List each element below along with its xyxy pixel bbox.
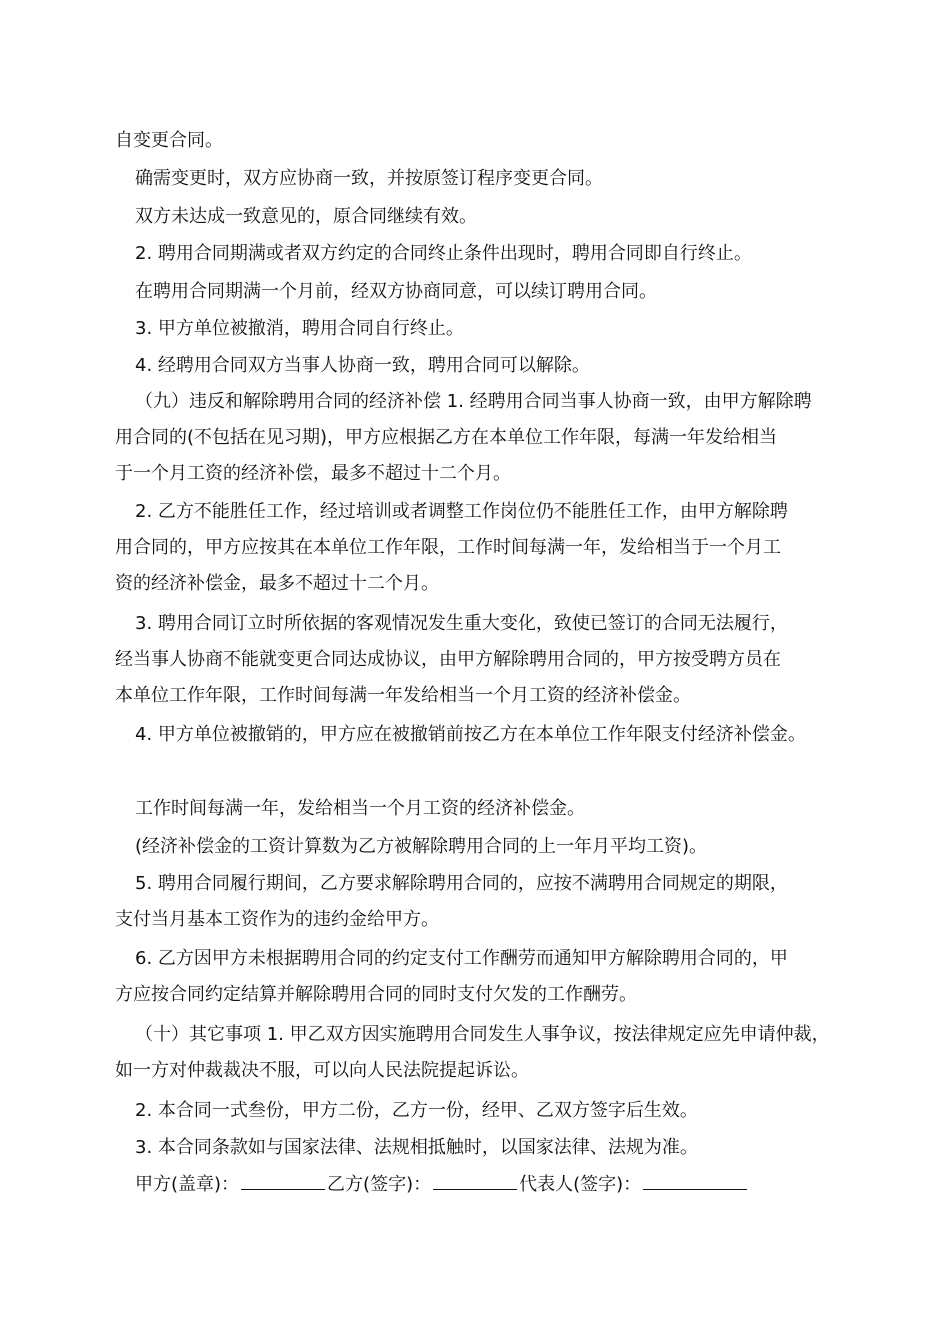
text-line: （九）违反和解除聘用合同的经济补偿 1. 经聘用合同当事人协商一致，由甲方解除聘 <box>135 391 812 412</box>
text-line: 3. 甲方单位被撤消，聘用合同自行终止。 <box>135 318 464 339</box>
clause-paragraph <box>115 606 845 714</box>
representative-blank[interactable] <box>643 1167 747 1190</box>
text-line: 工作时间每满一年，发给相当一个月工资的经济补偿金。 <box>135 798 585 819</box>
text-line: 用合同的(不包括在见习期)，甲方应根据乙方在本单位工作年限，每满一年发给相当 <box>115 427 778 448</box>
text-line: 5. 聘用合同履行期间，乙方要求解除聘用合同的，应按不满聘用合同规定的期限， <box>135 873 788 894</box>
clause-paragraph <box>115 866 845 938</box>
text-line: 6. 乙方因甲方未根据聘用合同的约定支付工作酬劳而通知甲方解除聘用合同的，甲 <box>135 948 788 969</box>
text-line: 经当事人协商不能就变更合同达成协议，由甲方解除聘用合同的，甲方按受聘方员在 <box>115 649 781 670</box>
text-line: 方应按合同约定结算并解除聘用合同的同时支付欠发的工作酬劳。 <box>115 984 637 1005</box>
signature-line <box>135 1167 749 1203</box>
text-line: 3. 聘用合同订立时所依据的客观情况发生重大变化，致使已签订的合同无法履行， <box>135 613 788 634</box>
text-line: 本单位工作年限，工作时间每满一年发给相当一个月工资的经济补偿金。 <box>115 685 691 706</box>
text-line: 4. 甲方单位被撤销的，甲方应在被撤销前按乙方在本单位工作年限支付经济补偿金。 <box>135 724 806 745</box>
party-a-label: 甲方(盖章)： <box>135 1174 240 1195</box>
text-line: 2. 本合同一式叁份，甲方二份，乙方一份，经甲、乙双方签字后生效。 <box>135 1100 698 1121</box>
text-line: 用合同的，甲方应按其在本单位工作年限，工作时间每满一年，发给相当于一个月工 <box>115 537 781 558</box>
text-line: 2. 乙方不能胜任工作，经过培训或者调整工作岗位仍不能胜任工作，由甲方解除聘 <box>135 501 788 522</box>
text-line: 4. 经聘用合同双方当事人协商一致，聘用合同可以解除。 <box>135 355 590 376</box>
text-line: 2. 聘用合同期满或者双方约定的合同终止条件出现时，聘用合同即自行终止。 <box>135 243 752 264</box>
text-line: 资的经济补偿金，最多不超过十二个月。 <box>115 573 439 594</box>
clause-nine-paragraph <box>115 384 845 492</box>
text-line: 确需变更时，双方应协商一致，并按原签订程序变更合同。 <box>135 168 603 189</box>
text-line: 支付当月基本工资作为的违约金给甲方。 <box>115 909 439 930</box>
party-b-label: 乙方(签字)： <box>327 1174 432 1195</box>
clause-paragraph <box>115 941 845 1013</box>
party-a-blank[interactable] <box>241 1167 325 1190</box>
text-line: 在聘用合同期满一个月前，经双方协商同意，可以续订聘用合同。 <box>135 281 657 302</box>
party-b-blank[interactable] <box>433 1167 517 1190</box>
text-line: 自变更合同。 <box>115 130 223 151</box>
text-line: (经济补偿金的工资计算数为乙方被解除聘用合同的上一年月平均工资)。 <box>135 836 708 857</box>
clause-paragraph <box>115 494 845 602</box>
text-line: 3. 本合同条款如与国家法律、法规相抵触时，以国家法律、法规为准。 <box>135 1137 698 1158</box>
clause-ten-paragraph <box>115 1017 845 1089</box>
text-line: 双方未达成一致意见的，原合同继续有效。 <box>135 206 477 227</box>
text-line: （十）其它事项 1. 甲乙双方因实施聘用合同发生人事争议，按法律规定应先申请仲裁， <box>135 1024 830 1045</box>
text-line: 如一方对仲裁裁决不服，可以向人民法院提起诉讼。 <box>115 1060 529 1081</box>
representative-label: 代表人(签字)： <box>519 1174 642 1195</box>
text-line: 于一个月工资的经济补偿，最多不超过十二个月。 <box>115 463 511 484</box>
